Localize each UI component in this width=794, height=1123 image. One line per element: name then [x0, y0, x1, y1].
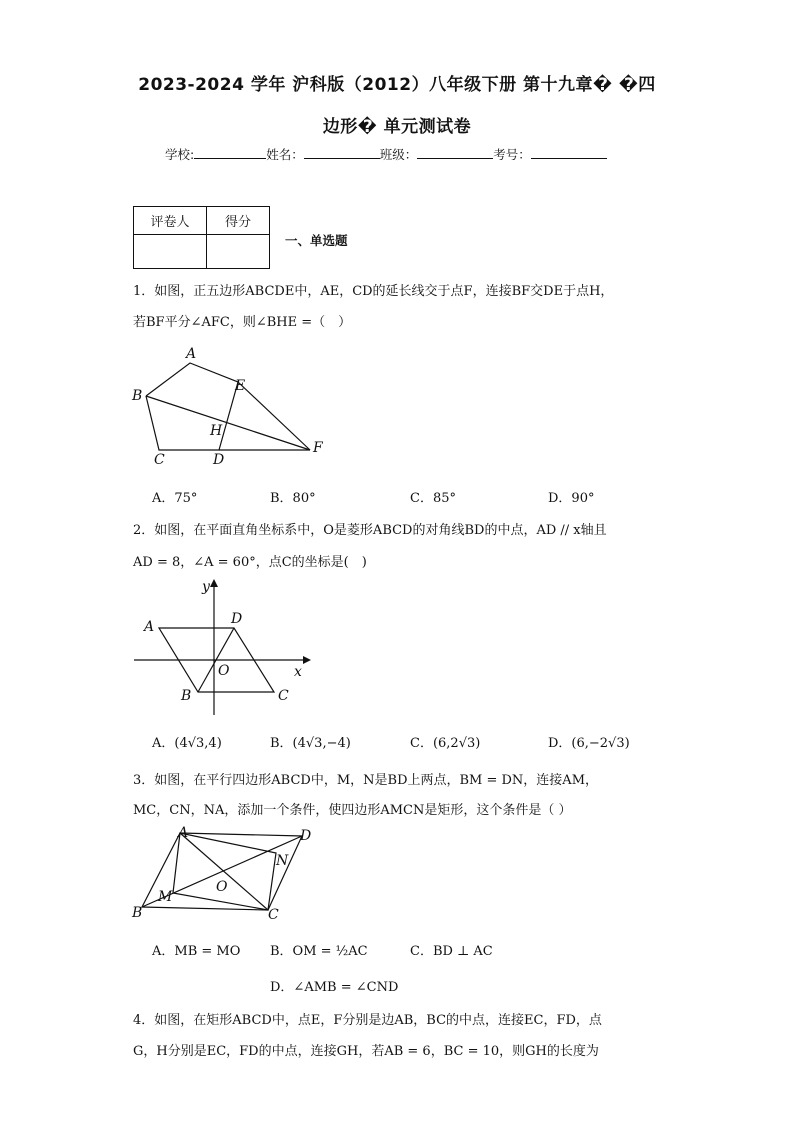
q2-label-x: x — [294, 664, 302, 680]
q3-label-b: B — [132, 905, 143, 921]
q2-option-d[interactable]: D．(6,−2√3) — [548, 736, 630, 751]
grader-header: 评卷人 — [134, 207, 207, 235]
score-table — [133, 206, 270, 269]
exam-no-label: 考号： — [493, 147, 531, 162]
school-blank[interactable] — [194, 146, 266, 159]
score-header: 得分 — [207, 207, 270, 235]
score-cell[interactable] — [207, 235, 270, 269]
q3-label-o: O — [216, 879, 228, 895]
q3-line1: 3．如图，在平行四边形ABCD中，M，N是BD上两点，BM = DN，连接AM， — [133, 773, 599, 788]
name-label: 姓名： — [266, 147, 304, 162]
title-line-2: 边形� 单元测试卷 — [322, 117, 472, 137]
q1-option-a[interactable]: A．75° — [152, 491, 198, 506]
q2-label-y: y — [202, 579, 210, 595]
q3-label-d: D — [300, 828, 312, 844]
q1-figure — [128, 340, 328, 470]
q2-option-a[interactable]: A．(4√3,4) — [152, 736, 222, 751]
q2-label-b: B — [181, 688, 192, 704]
q1-label-c: C — [154, 452, 165, 468]
q3-option-a[interactable]: A．MB = MO — [152, 944, 241, 959]
q2-option-b[interactable]: B．(4√3,−4) — [270, 736, 351, 751]
q1-option-d[interactable]: D．90° — [548, 491, 595, 506]
q3-option-c[interactable]: C．BD ⊥ AC — [410, 944, 493, 959]
q3-label-n: N — [276, 853, 289, 869]
q3-line2: MC，CN，NA，添加一个条件，使四边形AMCN是矩形，这个条件是（ ） — [133, 803, 572, 818]
q1-option-c[interactable]: C．85° — [410, 491, 456, 506]
q4-line1: 4．如图，在矩形ABCD中，点E，F分别是边AB，BC的中点，连接EC，FD，点 — [133, 1013, 602, 1028]
q2-line2: AD = 8，∠A = 60°，点C的坐标是( ) — [133, 555, 367, 570]
q1-label-e: E — [235, 378, 246, 394]
q2-option-c[interactable]: C．(6,2√3) — [410, 736, 481, 751]
q3-option-b[interactable]: B．OM = ½AC — [270, 944, 368, 959]
q1-label-h: H — [210, 423, 223, 439]
q2-figure — [128, 575, 318, 720]
q3-label-m: M — [158, 889, 173, 905]
q2-label-a: A — [144, 619, 155, 635]
q2-label-d: D — [231, 611, 243, 627]
q3-label-a: A — [178, 825, 189, 841]
grader-cell[interactable] — [134, 235, 207, 269]
q2-label-o: O — [218, 663, 230, 679]
q2-line1: 2．如图，在平面直角坐标系中，O是菱形ABCD的对角线BD的中点，AD // x轴且 — [133, 523, 607, 538]
section-heading: 一、单选题 — [285, 233, 348, 248]
q1-option-b[interactable]: B．80° — [270, 491, 316, 506]
q1-label-b: B — [132, 388, 143, 404]
exam-no-blank[interactable] — [531, 146, 607, 159]
q1-label-f: F — [313, 440, 323, 456]
q3-figure — [130, 823, 330, 923]
q1-label-a: A — [186, 346, 197, 362]
q4-line2: G，H分别是EC，FD的中点，连接GH，若AB = 6，BC = 10，则GH的长度为 — [133, 1044, 599, 1059]
q3-option-d[interactable]: D．∠AMB = ∠CND — [270, 980, 399, 995]
name-blank[interactable] — [304, 146, 380, 159]
class-label: 班级： — [379, 147, 418, 162]
q1-line1: 1．如图，正五边形ABCDE中，AE，CD的延长线交于点F，连接BF交DE于点H， — [133, 284, 614, 299]
class-blank[interactable] — [417, 146, 493, 159]
q1-label-d: D — [213, 452, 225, 468]
school-label: 学校: — [165, 147, 195, 162]
q3-label-c: C — [268, 907, 279, 923]
title-line-1: 2023-2024 学年 沪科版（2012）八年级下册 第十九章� �四 — [138, 75, 656, 95]
q1-line2: 若BF平分∠AFC，则∠BHE =（ ） — [133, 315, 352, 330]
student-info-line — [165, 145, 607, 163]
q2-label-c: C — [278, 688, 289, 704]
